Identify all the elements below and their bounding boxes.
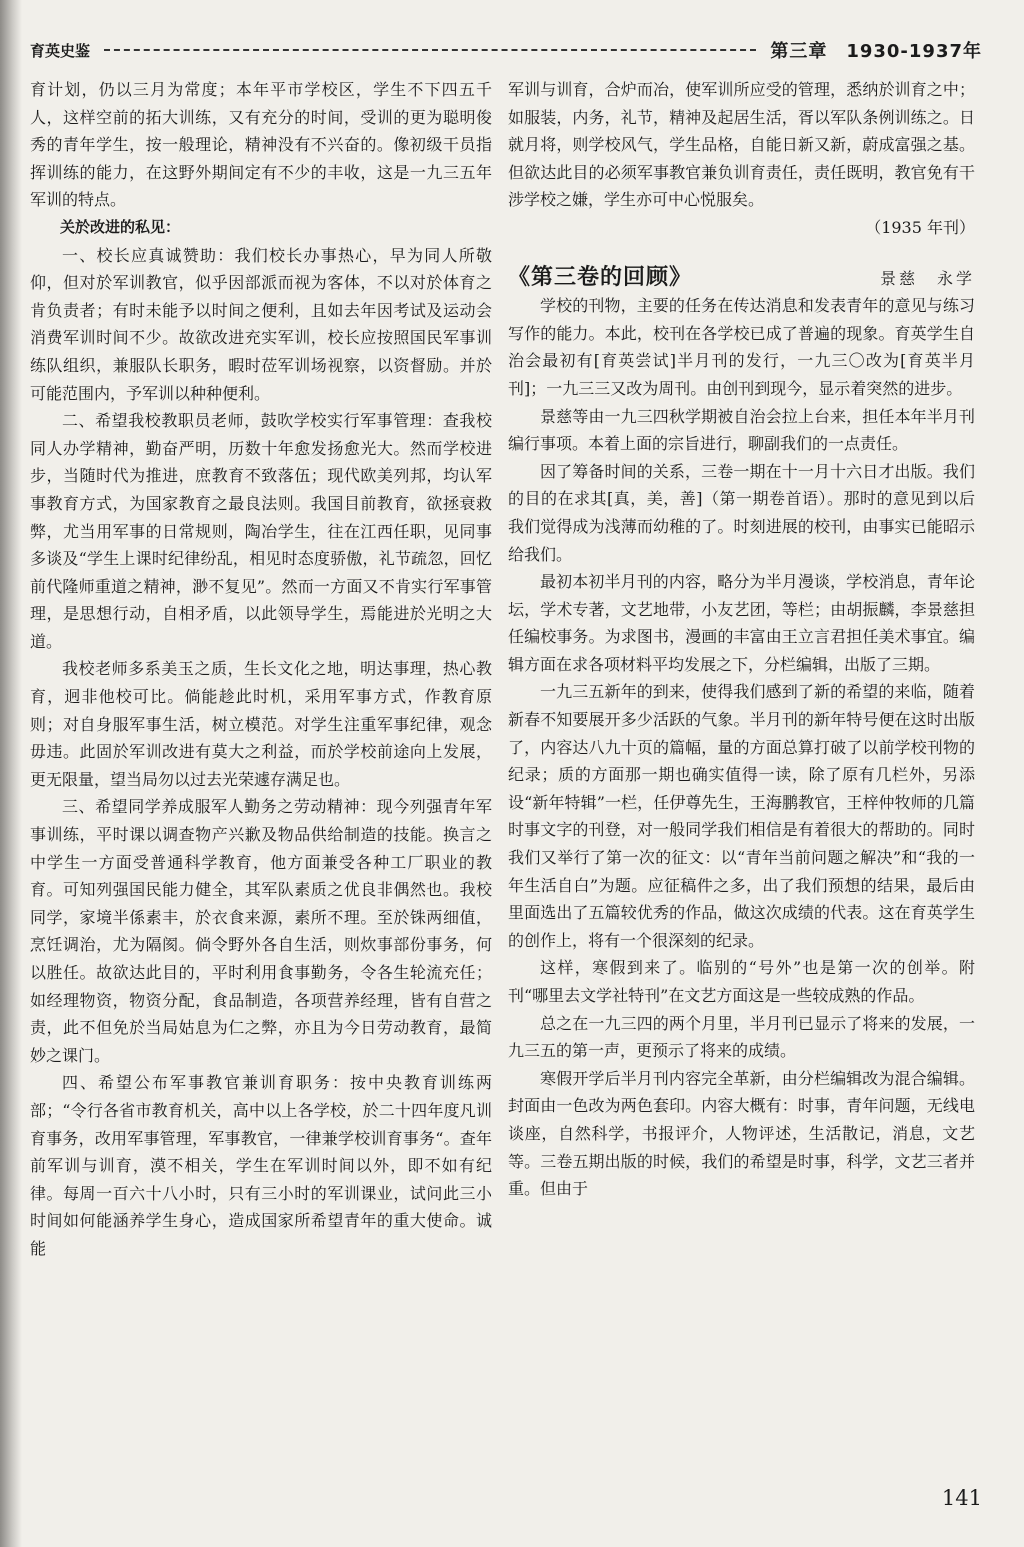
publication-year-note: （1935 年刊）: [865, 217, 975, 237]
left-paragraph: 我校老师多系美玉之质，生长文化之地，明达事理，热心教育，迥非他校可比。倘能趁此时机，采用军事方式，作教育原则；对自身服军事生活，树立模范。对学生注重军事纪律，观念毋违。此固於军训改进有莫大之利益，而於学校前途向上发展，更无限量，望当局勿以过去光荣遽存满足也。: [30, 659, 492, 789]
article-title: 《第三卷的回顾》: [508, 264, 693, 290]
right-paragraph: 学校的刊物，主要的任务在传达消息和发表青年的意见与练习写作的能力。本此，校刊在各学校已成了普遍的现象。育英学生自治会最初有[育英尝试]半月刊的发行，一九三〇改为[育英半月刊]；一九三三又改为周刊。由创刊到现今，显示着突然的进步。: [508, 296, 975, 398]
left-paragraph: 三、希望同学养成服军人勤务之劳动精神：现今列强青年军事训练，平时课以调查物产兴歉及物品供给制造的技能。换言之中学生一方面受普通科学教育，他方面兼受各种工厂职业的教育。可知列强国民能力健全，其军队素质之优良非偶然也。我校同学，家境半係素丰，於衣食来源，素所不理。至於铢两细值，烹饪调治，尤为隔阂。倘令野外各自生活，则炊事部份事务，何以胜任。故欲达此目的，平时利用食事勤务，令各生轮流充任；如经理物资，物资分配，食品制造，各项营养经理，皆有自营之责，此不但免於当局姑息为仁之弊，亦且为今日劳动教育，最简妙之课门。: [30, 797, 492, 1065]
right-paragraph: 总之在一九三四的两个月里，半月刊已显示了将来的发展，一九三五的第一声，更预示了将来的成绩。: [508, 1013, 975, 1061]
right-paragraph: 寒假开学后半月刊内容完全革新，由分栏编辑改为混合编辑。封面由一色改为两色套印。内容大概有：时事，青年问题，无线电谈座，自然科学，书报评介，人物评述，生活散记，消息，文艺等。三卷五期出版的时候，我们的希望是时事，科学，文艺三者并重。但由于: [508, 1068, 975, 1199]
left-paragraph: 一、校长应真诚赞助：我们校长办事热心，早为同人所敬仰，但对於军训教官，似乎因部派而视为客体，不以对於体育之肯负责者；有时未能予以时间之便利，且如去年因考试及运动会消费军训时间不少。故欲改进充实军训，校长应按照国民军事训练队组织，兼服队长职务，暇时莅军训场视察，以资督励。并於可能范围内，予军训以种种便利。: [30, 245, 492, 403]
page-binding-shadow: [0, 0, 22, 1547]
right-paragraph: 军训与训育，合炉而冶，使军训所应受的管理，悉纳於训育之中；如服装，内务，礼节，精神及起居生活，胥以军队条例训练之。日就月将，则学校风气，学生品格，自能日新又新，蔚成富强之基。但欲达此目的必须军事教官兼负训育责任，责任既明，教官免有干涉学校之嫌，学生亦可中心悦服矣。: [508, 80, 975, 210]
page-number: 141: [941, 1486, 982, 1510]
left-paragraph: 四、希望公布军事教官兼训育职务：按中央教育训练两部；“令行各省市教育机关，高中以上各学校，於二十四年度凡训育事务，改用军事管理，军事教官，一律兼学校训育事务“。查年前军训与训育，漠不相关，学生在军训时间以外，即不如有纪律。每周一百六十八小时，只有三小时的军训课业，试问此三小时间如何能涵养学生身心，造成国家所希望青年的重大使命。诚能: [30, 1073, 492, 1258]
running-header: [30, 36, 982, 64]
left-paragraph: 育计划，仍以三月为常度；本年平市学校区，学生不下四五千人，这样空前的拓大训练，又有充分的时间，受训的更为聪明俊秀的青年学生，按一般理论，精神没有不兴奋的。像初级干员指挥训练的能力，在这野外期间定有不少的丰收，这是一九三五年军训的特点。: [30, 80, 492, 210]
book-title: 育英史鉴: [30, 41, 91, 60]
section-heading: 关於改进的私见：: [60, 217, 181, 236]
chapter-title: 第三章 1930-1937年: [770, 41, 982, 62]
left-column: [30, 76, 492, 1476]
article-author: 景慈 永学: [879, 268, 975, 288]
right-paragraph: 景慈等由一九三四秋学期被自治会拉上台来，担任本年半月刊编行事项。本着上面的宗旨进行，聊副我们的一点责任。: [508, 406, 975, 454]
right-paragraph: 因了筹备时间的关系，三卷一期在十一月十六日才出版。我们的目的在求其[真，美，善]（第一期卷首语）。那时的意见到以后我们觉得成为浅薄而幼稚的了。时刻进展的校刊，由事实已能昭示给我们。: [508, 461, 975, 564]
left-paragraph: 二、希望我校教职员老师，鼓吹学校实行军事管理：查我校同人办学精神，勤奋严明，历数十年愈发扬愈光大。然而学校进步，当随时代为推进，庶教育不致落伍；现代欧美列邦，均认军事教育方式，为国家教育之最良法则。我国目前教育，欲拯衰救弊，尤当用军事的日常规则，陶冶学生，往在江西任职，见同事多谈及“学生上课时纪律纷乱，相见时态度骄傲，礼节疏忽，回忆前代隆师重道之精神，渺不复见”。然而一方面又不肯实行军事管理，是思想行动，自相矛盾，以此领导学生，焉能进於光明之大道。: [30, 411, 492, 651]
right-paragraph: 这样，寒假到来了。临别的“号外”也是第一次的创举。附刊“哪里去文学社特刊”在文艺方面这是一些较成熟的作品。: [508, 958, 975, 1005]
right-column: [508, 76, 975, 1486]
article-title-row: [508, 264, 975, 293]
header-dashed-rule: [104, 49, 756, 51]
right-paragraph: 一九三五新年的到来，使得我们感到了新的希望的来临，随着新春不知要展开多少活跃的气象。半月刊的新年特号便在这时出版了，内容达八九十页的篇幅，量的方面总算打破了以前学校刊物的纪录；质的方面那一期也确实值得一读，除了原有几栏外，另添设“新年特辑”一栏，任伊尊先生，王海鹏教官，王梓仲牧师的几篇时事文字的刊登，对一般同学我们相信是有着很大的帮助的。同时我们又举行了第一次的征文：以“青年当前问题之解决”和“我的一年生活自白”为题。应征稿件之多，出了我们预想的结果，最后由里面选出了五篇较优秀的作品，做这次成绩的代表。这在育英学生的创作上，将有一个很深刻的纪录。: [508, 682, 975, 950]
right-paragraph: 最初本初半月刊的内容，略分为半月漫谈，学校消息，青年论坛，学术专著，文艺地带，小友艺团，等栏；由胡振麟，李景慈担任编校事务。为求图书，漫画的丰富由王立言君担任美术事宜。编辑方面在求各项材料平均发展之下，分栏编辑，出版了三期。: [508, 572, 975, 674]
